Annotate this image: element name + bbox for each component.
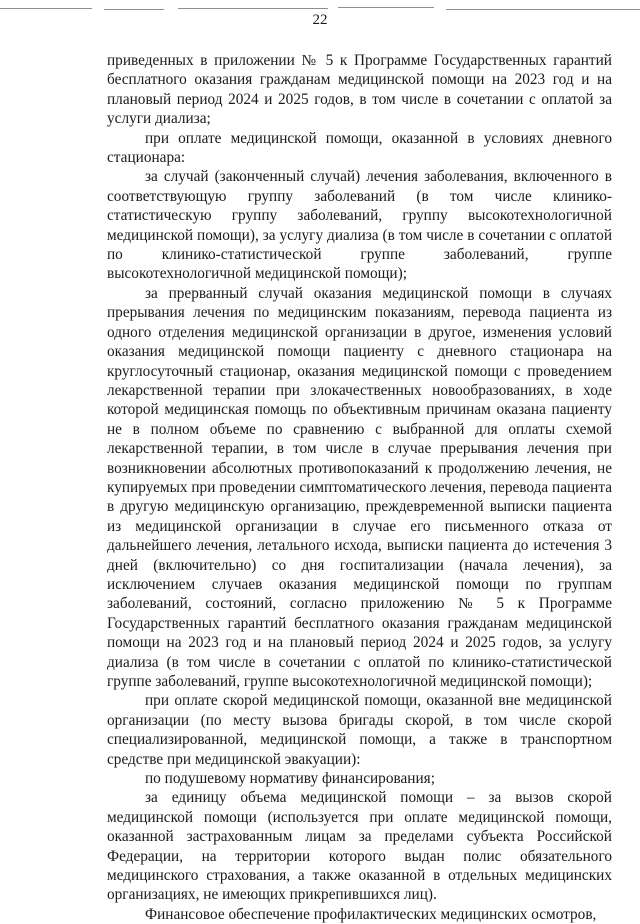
paragraph-8: Финансовое обеспечение профилактических медицинских осмотров, <box>145 905 597 923</box>
document-body <box>107 51 612 924</box>
paragraph-1: приведенных в приложении № 5 к Программе Государственных гарантий бесплатного оказания гражданам медицинской помощи на 2023 год и на плановый период 2024 и 2025 годов, в том числе в сочетании с оплатой за услуги диализа; <box>107 52 612 128</box>
paragraph-7: за единицу объема медицинской помощи – за вызов скорой медицинской помощи (используется при оплате медицинской помощи, оказанной застрахованным лицам за пределами субъекта Российской Федерации, на территории которого выдан полис обязательного медицинского страхования, а также оказанной в отдельных медицинских организациях, не имеющих прикрепившихся лиц). <box>107 789 612 904</box>
page-number: 22 <box>312 12 328 28</box>
paragraph-5: при оплате скорой медицинской помощи, оказанной вне медицинской организации (по месту вызова бригады скорой, в том числе скорой специализированной, медицинской помощи, а также в транспортном средстве при медицинской эвакуации): <box>107 692 612 768</box>
paragraph-4: за прерванный случай оказания медицинской помощи в случаях прерывания лечения по медицинским показаниям, перевода пациента из одного отделения медицинской организации в другое, изменения условий оказания медицинской помощи пациенту с дневного стационара на круглосуточный стационар, оказания медицинской помощи с проведением лекарственной терапии при злокачественных новообразованиях, в ходе которой медицинская помощь по объективным причинам оказана пациенту не в полном объеме по сравнению с выбранной для оплаты схемой лекарственной терапии, в том числе в случае прерывания лечения при возникновении абсолютных противопоказаний к продолжению лечения, не купируемых при проведении симптоматического лечения, перевода пациента в другую медицинскую организацию, преждевременной выписки пациента из медицинской организации в случае его письменного отказа от дальнейшего лечения, летального исхода, выписки пациента до истечения 3 дней (включительно) со дня госпитализации (начала лечения), за исключением случаев оказания медицинской помощи по группам заболеваний, состояний, согласно приложению № 5 к Программе Государственных гарантий бесплатного оказания гражданам медицинской помощи на 2023 год и на плановый период 2024 и 2025 годов, за услугу диализа (в том числе в сочетании с оплатой по клинико-статистической группе заболеваний, группе высокотехнологичной медицинской помощи); <box>107 284 612 690</box>
paragraph-6: по подушевому нормативу финансирования; <box>145 770 435 788</box>
paragraph-3: за случай (законченный случай) лечения заболевания, включенного в соответствующую группу заболеваний (в том числе клинико-статистическую группу заболеваний, группу высокотехнологичной медицинской помощи), за услугу диализа (в том числе в сочетании с оплатой по клинико-статистической группе заболеваний, группе высокотехнологичной медицинской помощи); <box>107 168 612 283</box>
paragraph-2: при оплате медицинской помощи, оказанной в условиях дневного стационара: <box>107 129 612 167</box>
